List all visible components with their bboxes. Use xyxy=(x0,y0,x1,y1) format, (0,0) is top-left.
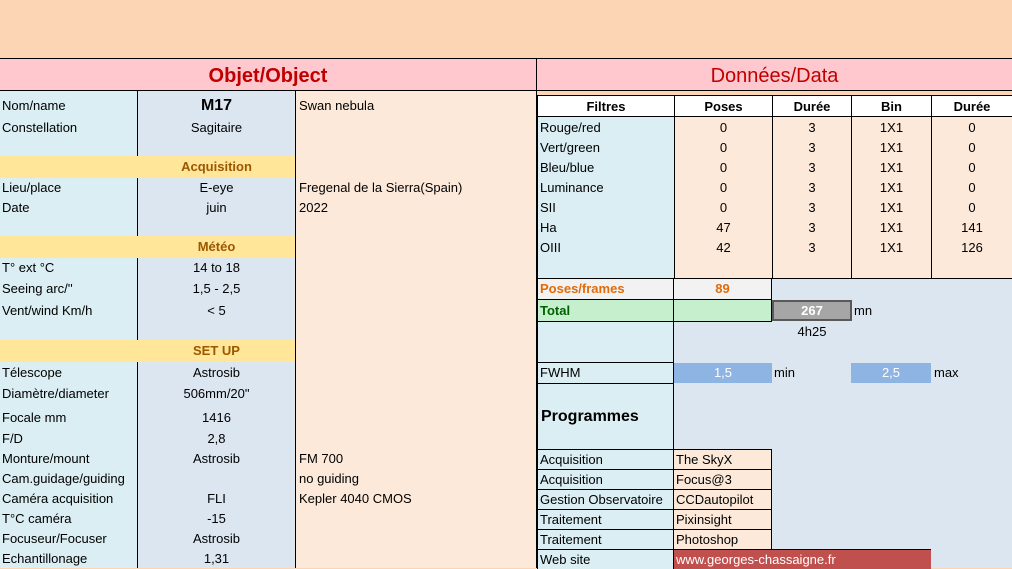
programme-label: Gestion Observatoire xyxy=(537,489,674,509)
object-row-value: FLI xyxy=(207,491,226,506)
fwhm-max-value: 2,5 xyxy=(851,363,931,383)
programme-label: Traitement xyxy=(537,509,674,529)
object-row-note xyxy=(299,408,535,428)
filters-cell: SII xyxy=(537,197,674,217)
filters-cell: 1X1 xyxy=(851,237,931,279)
object-row-note xyxy=(299,549,535,568)
filters-cell: 0 xyxy=(931,177,1012,197)
filters-cell: 1X1 xyxy=(851,137,931,157)
section-heading: Météo xyxy=(138,236,296,258)
object-row-note: Fregenal de la Sierra(Spain) xyxy=(299,180,463,195)
object-row-label: F/D xyxy=(2,431,23,446)
object-row-note: Kepler 4040 CMOS xyxy=(299,491,412,506)
poses-frames-value: 89 xyxy=(674,279,772,300)
filters-cell: 0 xyxy=(674,197,772,217)
object-row-note: 2022 xyxy=(299,200,328,215)
programme-value: CCDautopilot xyxy=(674,489,772,509)
section-band-left xyxy=(0,340,138,362)
section-band-left xyxy=(0,156,138,178)
filters-column-header: Durée xyxy=(772,95,851,117)
filters-cell: 3 xyxy=(772,157,851,177)
filters-cell: 1X1 xyxy=(851,177,931,197)
object-row-label: Focuseur/Focuser xyxy=(2,531,107,546)
fwhm-max-label: max xyxy=(934,365,959,380)
filters-cell: 0 xyxy=(931,197,1012,217)
total-label-text: Total xyxy=(540,303,571,318)
object-row-note: Swan nebula xyxy=(299,98,375,113)
object-row-label: Constellation xyxy=(2,120,78,135)
filters-cell: 1X1 xyxy=(851,157,931,177)
fwhm-min-label: min xyxy=(774,365,795,380)
filters-cell: 141 xyxy=(931,217,1012,237)
filters-cell: 1X1 xyxy=(851,117,931,137)
object-row-label: Echantillonage xyxy=(2,551,88,566)
filters-cell: 3 xyxy=(772,117,851,137)
object-name-value: M17 xyxy=(200,97,233,114)
programme-value: The SkyX xyxy=(674,449,772,469)
filters-cell: 3 xyxy=(772,217,851,237)
filters-column-header: Poses xyxy=(674,95,772,117)
filters-cell: Ha xyxy=(537,217,674,237)
object-header: Objet/Object xyxy=(0,58,537,91)
section-band-left xyxy=(0,236,138,258)
filters-cell: Vert/green xyxy=(537,137,674,157)
object-row-value: 1,5 - 2,5 xyxy=(192,281,241,296)
total-hours: 4h25 xyxy=(797,324,827,339)
filters-cell: 3 xyxy=(772,137,851,157)
object-row-note xyxy=(299,363,535,383)
programme-value: Photoshop xyxy=(674,529,772,549)
object-row-note xyxy=(299,301,535,322)
filters-cell: 3 xyxy=(772,237,851,279)
total-spacer xyxy=(674,300,772,322)
object-row-value: Sagitaire xyxy=(190,120,243,135)
data-header: Données/Data xyxy=(537,58,1012,91)
filters-cell: Rouge/red xyxy=(537,117,674,137)
programmes-title: Programmes xyxy=(537,384,674,449)
section-heading: SET UP xyxy=(138,340,296,362)
programme-label: Web site xyxy=(537,549,674,569)
filters-column-header: Durée xyxy=(931,95,1012,117)
object-row-note xyxy=(299,118,535,138)
object-row-value: 1,31 xyxy=(203,551,230,566)
website-link[interactable]: www.georges-chassaigne.fr xyxy=(674,549,931,569)
filters-cell: 42 xyxy=(674,237,772,279)
total-unit: mn xyxy=(854,303,873,318)
object-row-value: < 5 xyxy=(207,303,226,318)
object-row-value: 2,8 xyxy=(207,431,226,446)
object-row-note xyxy=(299,279,535,301)
programme-label: Traitement xyxy=(537,529,674,549)
object-row-value: -15 xyxy=(207,511,226,526)
object-row-note xyxy=(299,529,535,549)
total-label xyxy=(537,300,674,322)
filters-cell: Luminance xyxy=(537,177,674,197)
filters-cell: 0 xyxy=(674,137,772,157)
filters-cell: 0 xyxy=(674,157,772,177)
fwhm-label: FWHM xyxy=(537,362,674,384)
object-row-value: Astrosib xyxy=(193,365,240,380)
object-row-note xyxy=(299,258,535,278)
filters-cell: 0 xyxy=(674,117,772,137)
object-row-note: FM 700 xyxy=(299,451,344,466)
object-row-label: Vent/wind Km/h xyxy=(2,303,93,318)
filters-cell: 0 xyxy=(674,177,772,197)
object-row-value: juin xyxy=(206,200,227,215)
total-value: 267 xyxy=(772,300,852,321)
filters-cell: 0 xyxy=(931,117,1012,137)
filters-cell: 1X1 xyxy=(851,217,931,237)
summary-spacer xyxy=(537,322,674,362)
filters-cell: 0 xyxy=(931,157,1012,177)
programme-label: Acquisition xyxy=(537,449,674,469)
object-row-note xyxy=(299,429,535,449)
object-row-label: Caméra acquisition xyxy=(2,491,114,506)
object-row-note: no guiding xyxy=(299,471,359,486)
filters-column-header: Bin xyxy=(851,95,931,117)
object-row-label: Monture/mount xyxy=(2,451,90,466)
poses-frames-label: Poses/frames xyxy=(537,279,674,300)
object-row-note xyxy=(299,509,535,529)
filters-cell: 3 xyxy=(772,177,851,197)
programme-value: Pixinsight xyxy=(674,509,772,529)
top-band xyxy=(0,0,1012,58)
object-row-note xyxy=(299,384,535,405)
object-row-label: Cam.guidage/guiding xyxy=(2,471,125,486)
filters-cell: Bleu/blue xyxy=(537,157,674,177)
filters-column-header: Filtres xyxy=(537,95,674,117)
object-row-label: Nom/name xyxy=(2,98,66,113)
filters-cell: 3 xyxy=(772,197,851,217)
object-row-label: Diamètre/diameter xyxy=(2,386,109,401)
object-row-value: 1416 xyxy=(202,410,231,425)
object-row-value xyxy=(138,469,295,489)
object-row-value: Astrosib xyxy=(193,451,240,466)
filters-cell: OIII xyxy=(537,237,674,279)
filters-cell: 126 xyxy=(931,237,1012,279)
filters-cell: 47 xyxy=(674,217,772,237)
object-row-label: Télescope xyxy=(2,365,62,380)
programme-label: Acquisition xyxy=(537,469,674,489)
programme-value: Focus@3 xyxy=(674,469,772,489)
object-row-value: Astrosib xyxy=(193,531,240,546)
object-row-label: Seeing arc/'' xyxy=(2,281,73,296)
object-row-value: 14 to 18 xyxy=(193,260,240,275)
object-row-label: Lieu/place xyxy=(2,180,62,195)
object-row-value: E-eye xyxy=(199,180,234,195)
section-heading: Acquisition xyxy=(138,156,296,178)
object-row-value: 506mm/20" xyxy=(183,386,250,401)
fwhm-min-value: 1,5 xyxy=(674,363,772,383)
object-row-label: T° ext °C xyxy=(2,260,55,275)
filters-cell: 1X1 xyxy=(851,197,931,217)
object-row-label: Date xyxy=(2,200,30,215)
filters-cell: 0 xyxy=(931,137,1012,157)
object-row-label: Focale mm xyxy=(2,410,67,425)
object-row-label: T°C caméra xyxy=(2,511,72,526)
